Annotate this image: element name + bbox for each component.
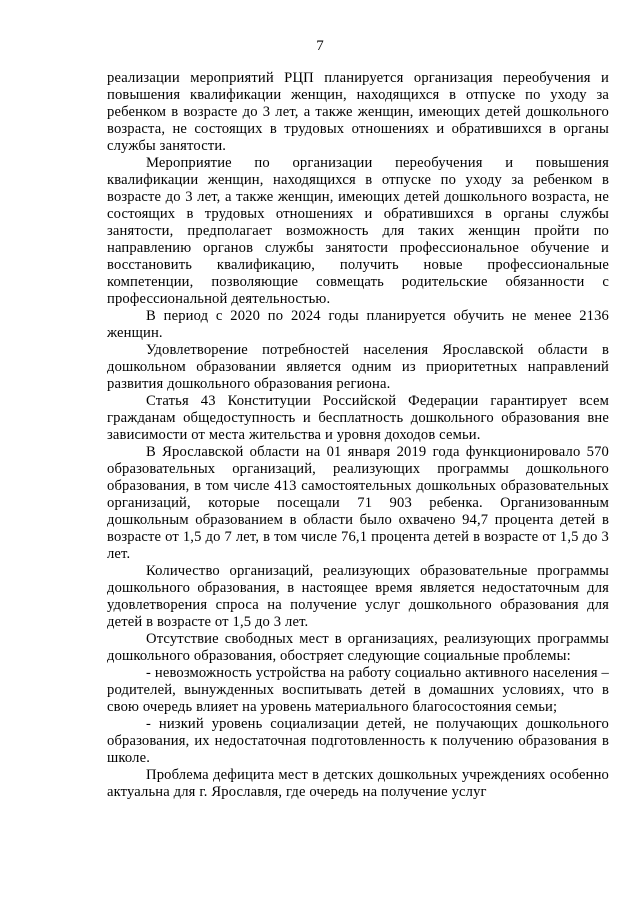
document-body (107, 70, 609, 801)
paragraph-training-target: В период с 2020 по 2024 годы планируется обучить не менее 2136 женщин. (107, 308, 609, 341)
paragraph-social-problems-intro: Отсутствие свободных мест в организациях, реализующих программы дошкольного образования, обостряет следующие социальные проблемы: (107, 631, 609, 664)
page-number: 7 (316, 38, 324, 54)
paragraph-preschool-priority: Удовлетворение потребностей населения Ярославской области в дошкольном образовании является одним из приоритетных направлений развития дошкольного образования региона. (107, 342, 609, 392)
paragraph-continuation: реализации мероприятий РЦП планируется организация переобучения и повышения квалификации женщин, находящихся в отпуске по уходу за ребенком в возрасте до 3 лет, а также женщин, имеющих детей дошкольного возраста, не состоящих в трудовых отношениях и обратившихся в органы службы занятости. (107, 70, 609, 154)
paragraph-constitution-article: Статья 43 Конституции Российской Федерации гарантирует всем гражданам общедоступность и бесплатность дошкольного образования вне зависимости от места жительства и уровня доходов семьи. (107, 393, 609, 443)
paragraph-retraining-measure: Мероприятие по организации переобучения и повышения квалификации женщин, находящихся в отпуске по уходу за ребенком в возрасте до 3 лет, а также женщин, имеющих детей дошкольного возраста, не состоящих в трудовых отношениях и обратившихся в органы службы занятости, предполагает возможность для таких женщин пройти по направлению органов службы занятости профессиональное обучение и восстановить квалификацию, получить новые профессиональные компетенции, позволяющие совмещать родительские обязанности с профессиональной деятельностью. (107, 155, 609, 307)
list-item-employment-problem: - невозможность устройства на работу социально активного населения – родителей, вынужденных воспитывать детей в домашних условиях, что в свою очередь влияет на уровень материального благосостояния семьи; (107, 665, 609, 715)
paragraph-yaroslavl-shortage: Проблема дефицита мест в детских дошкольных учреждениях особенно актуальна для г. Ярославля, где очередь на получение услуг (107, 767, 609, 800)
paragraph-region-statistics: В Ярославской области на 01 января 2019 года функционировало 570 образовательных организаций, реализующих программы дошкольного образования, в том числе 413 самостоятельных дошкольных образовательных организаций, которые посещали 71 903 ребенка. Организованным дошкольным образованием в области было охвачено 94,7 процента детей в возрасте от 1,5 до 7 лет, в том числе 76,1 процента детей в возрасте от 1,5 до 3 лет. (107, 444, 609, 562)
list-item-socialization-problem: - низкий уровень социализации детей, не получающих дошкольного образования, их недостаточная подготовленность к получению образования в школе. (107, 716, 609, 766)
paragraph-insufficient-organizations: Количество организаций, реализующих образовательные программы дошкольного образования, в настоящее время является недостаточным для удовлетворения спроса на получение услуг дошкольного образования для детей в возрасте от 1,5 до 3 лет. (107, 563, 609, 630)
